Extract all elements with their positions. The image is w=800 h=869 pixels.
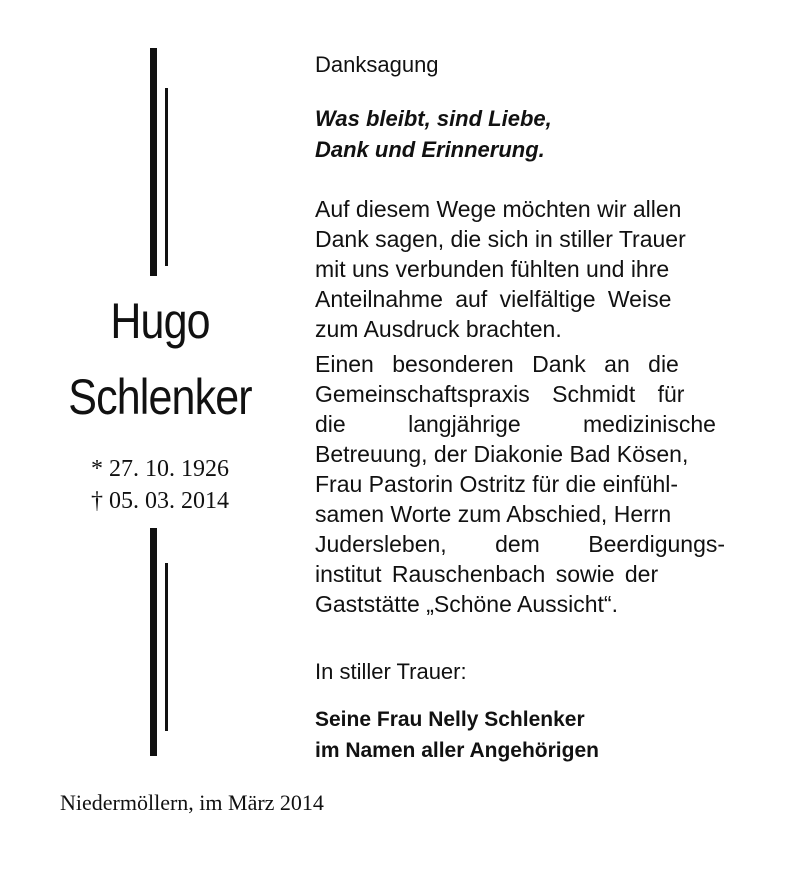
motto — [315, 103, 745, 165]
text-line: Gaststätte „Schöne Aussicht“. — [315, 591, 618, 617]
text-line: mit uns verbunden fühlten und ihre — [315, 256, 670, 282]
death-date: † 05. 03. 2014 — [91, 488, 229, 514]
signer-line: im Namen aller Angehörigen — [315, 739, 599, 762]
decor-bar-bottom-thick — [150, 528, 157, 756]
text-line: die langjährige medizinische — [315, 411, 716, 437]
motto-line: Dank und Erinnerung. — [315, 137, 545, 162]
notice-heading: Danksagung — [315, 52, 439, 77]
text-line: Anteilnahme auf vielfältige Weise — [315, 286, 672, 312]
decor-bar-bottom-thin — [165, 563, 168, 731]
text-line: Einen besonderen Dank an die — [315, 351, 679, 377]
text-line: zum Ausdruck brachten. — [315, 316, 562, 342]
signer-line: Seine Frau Nelly Schlenker — [315, 708, 585, 731]
text-line: Betreuung, der Diakonie Bad Kösen, — [315, 441, 689, 467]
place-date: Niedermöllern, im März 2014 — [60, 790, 324, 815]
text-line: samen Worte zum Abschied, Herrn — [315, 501, 672, 527]
decor-bar-top-thin — [165, 88, 168, 266]
thanks-paragraph-2 — [315, 349, 740, 619]
text-line: Gemeinschaftspraxis Schmidt für — [315, 381, 685, 407]
deceased-last-name: Schlenker — [68, 369, 252, 425]
decor-bar-top-thick — [150, 48, 157, 276]
text-line: Judersleben, dem Beerdigungs- — [315, 531, 726, 557]
text-line: Dank sagen, die sich in stiller Trauer — [315, 226, 686, 252]
text-line: institut Rauschenbach sowie der — [315, 561, 659, 587]
signers — [315, 704, 755, 766]
text-line: Auf diesem Wege möchten wir allen — [315, 196, 682, 222]
deceased-first-name: Hugo — [110, 293, 210, 349]
motto-line: Was bleibt, sind Liebe, — [315, 106, 552, 131]
text-line: Frau Pastorin Ostritz für die einfühl- — [315, 471, 679, 497]
birth-date: * 27. 10. 1926 — [91, 456, 229, 482]
grief-line: In stiller Trauer: — [315, 659, 467, 684]
thanks-paragraph-1 — [315, 194, 740, 344]
